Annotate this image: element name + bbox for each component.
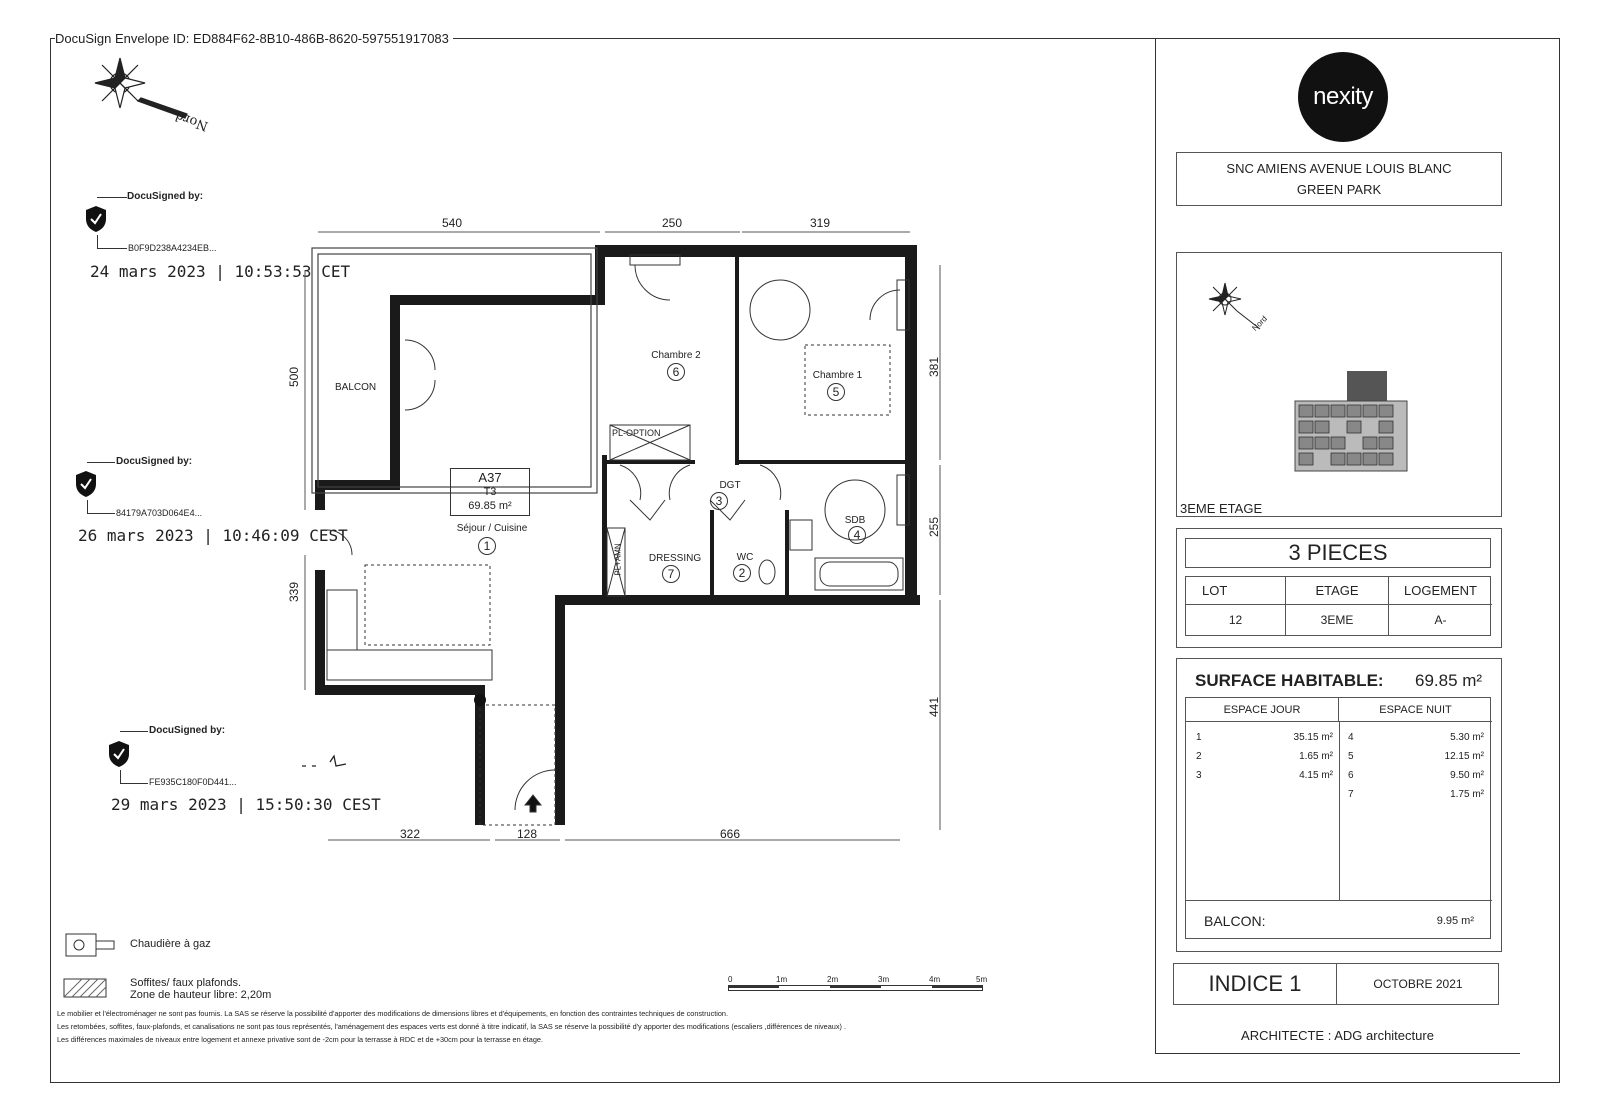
jour-area: 35.15 m² [1293,732,1333,743]
soffit-legend-line2: Zone de hauteur libre: 2,20m [130,989,272,1001]
surface-label: SURFACE HABITABLE: [1195,671,1384,690]
balcon-area-label: BALCON: [1204,913,1266,929]
logement-header: LOGEMENT [1389,577,1492,605]
nuit-num: 6 [1348,770,1354,781]
project-box [1176,152,1502,206]
docusign-shield-icon [85,205,107,233]
signature-title: DocuSigned by: [149,725,226,736]
room-name-6: Chambre 2 [651,350,701,361]
location-box [1176,252,1502,517]
project-line2: GREEN PARK [1296,182,1382,197]
dim-left-2: 339 [287,581,302,603]
floor-plan [287,210,960,850]
compass-rose-icon [75,48,215,148]
mini-compass-label: Nord [1250,314,1269,333]
signature-hash: 84179A703D064E4... [116,508,203,518]
room-num-3: 3 [710,492,728,510]
nuit-num: 4 [1348,732,1354,743]
jour-area: 4.15 m² [1299,770,1333,781]
building-miniplan [1287,363,1415,473]
nuit-row [1348,732,1484,743]
room-name-7: DRESSING [648,553,702,564]
surface-box [1176,658,1502,952]
espace-divider [1339,722,1340,900]
jour-row [1196,732,1333,743]
floor-caption: 3EME ETAGE [1180,501,1263,516]
unit-box [450,468,530,516]
room-name-4: SDB [844,515,866,526]
espace-jour-header: ESPACE JOUR [1186,698,1339,722]
dim-bottom-1: 322 [400,827,421,841]
compass-north-label: Nord [173,107,211,134]
dim-right-1: 381 [927,356,942,378]
room-num-6: 6 [667,363,685,381]
jour-num: 3 [1196,770,1202,781]
logement-value: A- [1434,613,1447,627]
footnote-3: Les différences maximales de niveaux entre logement et annexe privative sont de -2cm pour la terrasse à RDC et de +30cm pour la terrasse en étage. [57,1035,543,1044]
boiler-legend-label: Chaudière à gaz [130,938,211,950]
pl-option-label: PL-OPTION [612,428,661,438]
room-num-1: 1 [478,537,496,555]
scale-label: 0 [728,975,733,984]
dim-right-3: 441 [927,696,942,718]
nuit-row [1348,789,1484,800]
jour-num: 2 [1196,751,1202,762]
jour-area: 1.65 m² [1299,751,1333,762]
espace-nuit-header: ESPACE NUIT [1339,698,1492,722]
revision-date: OCTOBRE 2021 [1373,977,1463,991]
unit-surface: 69.85 m² [468,500,512,512]
dim-top-3: 319 [810,216,831,230]
lot-value: 12 [1186,605,1286,635]
lot-table [1185,576,1491,636]
architect-credit: ARCHITECTE : ADG architecture [1241,1028,1434,1043]
jour-num: 1 [1196,732,1202,743]
pieces-title: 3 PIECES [1185,538,1491,568]
balcon-label: BALCON [335,382,377,393]
signature-date: 24 mars 2023 | 10:53:53 CET [90,262,351,281]
scale-label: 5m [976,975,988,984]
pieces-box [1176,528,1502,648]
room-name-2: WC [736,552,754,563]
footnote-1: Le mobilier et l'électroménager ne sont pas fournis. La SAS se réserve la possibilité d'apporter des modifications de dimensions libres et d'équipements, en fonction des contraintes techniques de construction. [57,1009,729,1018]
nuit-row [1348,770,1484,781]
room-name-5: Chambre 1 [812,370,863,381]
hatch-legend-icon [63,978,107,998]
dim-top-2: 250 [662,216,683,230]
footnote-2: Les retombées, soffites, faux-plafonds, et canalisations ne sont pas tous représentés, l'aménagement des espaces verts est donné à titre indicatif, la SAS se réserve la possibilité d'y apporter des modifications (escaliers ,différences de niveaux) . [57,1022,846,1031]
surface-value: 69.85 m² [1415,671,1483,690]
scale-label: 1m [776,975,788,984]
etage-header: ETAGE [1286,577,1389,605]
nuit-area: 1.75 m² [1450,789,1484,800]
room-num-4: 4 [848,526,866,544]
soffit-legend-line1: Soffites/ faux plafonds. [130,977,242,989]
room-num-7: 7 [662,565,680,583]
scale-label: 2m [827,975,839,984]
docusign-shield-icon [108,740,130,768]
pl-amn-label: PL+AMN [613,543,623,576]
scale-bar [728,975,988,995]
docusign-shield-icon [75,470,97,498]
room-num-2: 2 [733,564,751,582]
nexity-logo [1298,52,1388,142]
dim-bottom-3: 666 [720,827,741,841]
nuit-num: 7 [1348,789,1354,800]
surface-table [1185,697,1491,939]
jour-row [1196,770,1333,781]
room-name-3: DGT [719,480,741,491]
dim-bottom-2: 128 [517,827,538,841]
mini-compass-icon [1205,279,1275,339]
nexity-logo-text: nexity [1313,83,1373,110]
signature-hash: B0F9D238A4234EB... [128,243,217,253]
balcon-row [1186,900,1492,941]
dim-left-1: 500 [287,366,302,388]
scale-label: 4m [929,975,941,984]
signature-title: DocuSigned by: [127,191,204,202]
nuit-row [1348,751,1484,762]
scale-label: 3m [878,975,890,984]
room-num-5: 5 [827,383,845,401]
dim-right-2: 255 [927,516,942,538]
top-rule [497,38,1527,39]
boiler-legend-icon [65,933,117,957]
indice-box [1173,963,1499,1005]
unit-id: A37 [478,470,502,485]
signature-date: 26 mars 2023 | 10:46:09 CEST [78,526,348,545]
sidebar-divider [1155,38,1156,1053]
dim-top-1: 540 [442,216,463,230]
nuit-area: 12.15 m² [1444,751,1484,762]
unit-type: T3 [483,486,497,498]
etage-value: 3EME [1286,605,1389,635]
balcon-area-value: 9.95 m² [1436,915,1474,927]
nuit-area: 9.50 m² [1450,770,1484,781]
jour-row [1196,751,1333,762]
bottom-rule [1155,1053,1520,1054]
signature-date: 29 mars 2023 | 15:50:30 CEST [111,795,381,814]
signature-title: DocuSigned by: [116,456,193,467]
signature-hash: FE935C180F0D441... [149,777,237,787]
nuit-num: 5 [1348,751,1354,762]
room-name-1: Séjour / Cuisine [456,523,528,534]
nuit-area: 5.30 m² [1450,732,1484,743]
indice-label: INDICE 1 [1174,964,1337,1004]
lot-header: LOT [1186,577,1286,605]
envelope-id: DocuSign Envelope ID: ED884F62-8B10-486B-8620-597551917083 [55,31,453,46]
project-line1: SNC AMIENS AVENUE LOUIS BLANC [1226,161,1452,176]
